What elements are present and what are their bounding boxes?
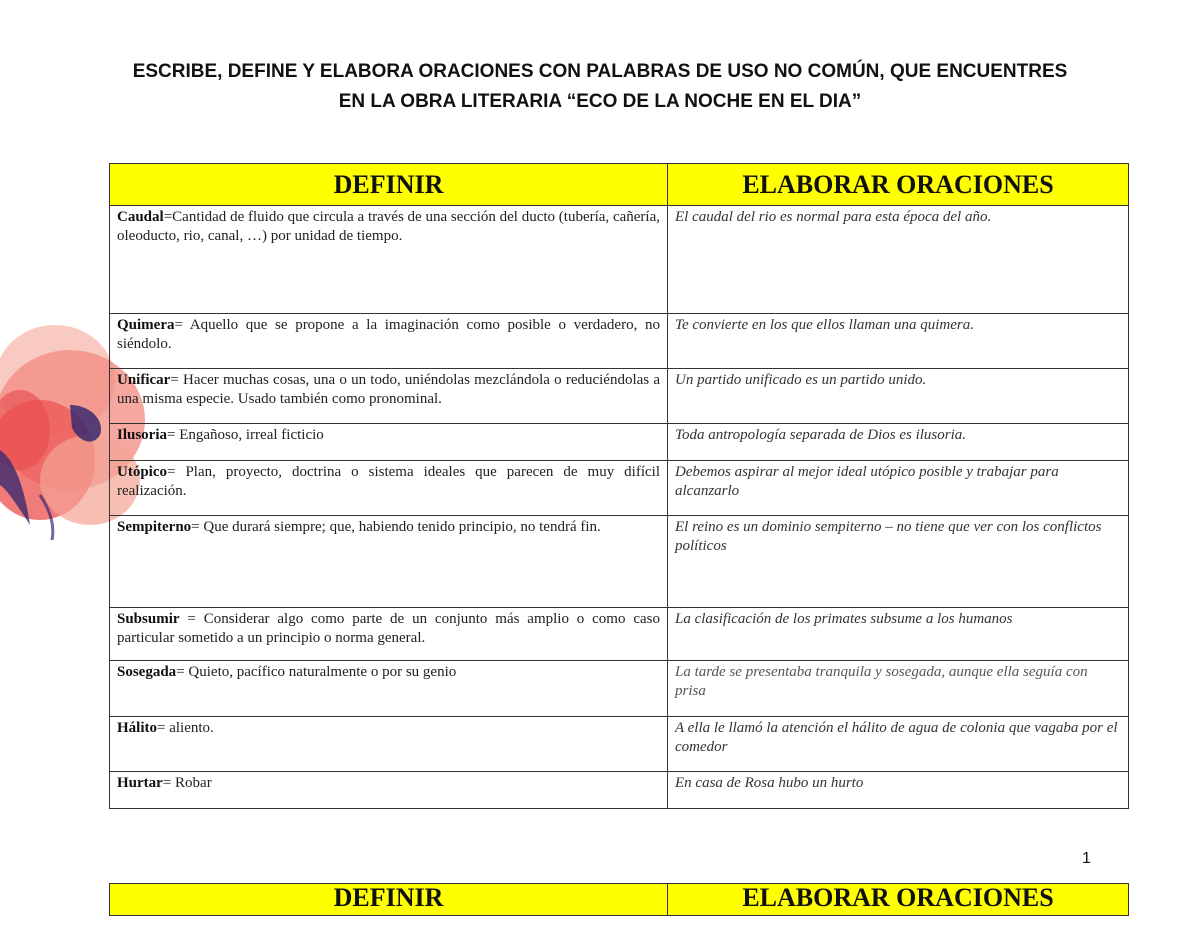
title-line-2: EN LA OBRA LITERARIA “ECO DE LA NOCHE EN EL DIA” bbox=[338, 91, 862, 112]
term: Caudal bbox=[117, 209, 164, 225]
term-separator: = bbox=[174, 317, 190, 333]
definition-cell bbox=[110, 206, 668, 314]
term: Quimera bbox=[117, 317, 175, 333]
sentence-cell: Debemos aspirar al mejor ideal utópico posible y trabajar para alcanzarlo bbox=[668, 461, 1129, 516]
sentence-cell: En casa de Rosa hubo un hurto bbox=[668, 772, 1129, 809]
definition-text: Cantidad de fluido que circula a través de una sección del ducto (tubería, cañería, oleoducto, rio, canal, …) por unidad de tiempo. bbox=[117, 209, 660, 244]
table-row bbox=[110, 369, 1129, 424]
term: Unificar bbox=[117, 372, 171, 388]
definition-cell bbox=[110, 661, 668, 717]
vocabulary-table-page-2 bbox=[109, 883, 1129, 916]
sentence-cell: El caudal del rio es normal para esta época del año. bbox=[668, 206, 1129, 314]
sentence-cell: Toda antropología separada de Dios es ilusoria. bbox=[668, 424, 1129, 461]
term-separator: = bbox=[167, 427, 180, 443]
definition-text: aliento. bbox=[169, 720, 214, 736]
table-row bbox=[110, 314, 1129, 369]
definition-cell bbox=[110, 516, 668, 608]
definition-text: Que durará siempre; que, habiendo tenido principio, no tendrá fin. bbox=[203, 519, 601, 535]
definition-text: Plan, proyecto, doctrina o sistema ideales que parecen de muy difícil realización. bbox=[117, 464, 660, 499]
sentence-cell: El reino es un dominio sempiterno – no tiene que ver con los conflictos políticos bbox=[668, 516, 1129, 608]
sentence-cell: La clasificación de los primates subsume a los humanos bbox=[668, 608, 1129, 661]
term-separator: = bbox=[176, 664, 189, 680]
definition-cell bbox=[110, 717, 668, 772]
table-row bbox=[110, 717, 1129, 772]
definition-text: Robar bbox=[175, 775, 212, 791]
table-row bbox=[110, 424, 1129, 461]
definition-cell bbox=[110, 461, 668, 516]
document-title bbox=[0, 57, 1200, 117]
header-define: DEFINIR bbox=[110, 164, 668, 206]
table-row bbox=[110, 206, 1129, 314]
term: Sempiterno bbox=[117, 519, 192, 535]
term: Ilusoria bbox=[117, 427, 168, 443]
header-sentences: ELABORAR ORACIONES bbox=[668, 884, 1129, 916]
header-sentences: ELABORAR ORACIONES bbox=[668, 164, 1129, 206]
term: Utópico bbox=[117, 464, 167, 480]
term-separator: = bbox=[167, 464, 186, 480]
sentence-cell: La tarde se presentaba tranquila y sosegada, aunque ella seguía con prisa bbox=[668, 661, 1129, 717]
definition-text: Hacer muchas cosas, una o un todo, uniéndolas mezclándola o reduciéndolas a una misma especie. Usado también como pronominal. bbox=[117, 372, 660, 407]
definition-text: Engañoso, irreal ficticio bbox=[179, 427, 324, 443]
definition-cell bbox=[110, 424, 668, 461]
term-separator: = bbox=[163, 209, 173, 225]
table-header-row bbox=[110, 164, 1129, 206]
term-separator: = bbox=[191, 519, 204, 535]
term-separator: = bbox=[170, 372, 183, 388]
term-separator: = bbox=[162, 775, 176, 791]
sentence-cell: A ella le llamó la atención el hálito de agua de colonia que vagaba por el comedor bbox=[668, 717, 1129, 772]
vocabulary-table bbox=[109, 163, 1129, 809]
term: Subsumir bbox=[117, 611, 180, 627]
definition-cell bbox=[110, 772, 668, 809]
table-row bbox=[110, 661, 1129, 717]
term-separator: = bbox=[179, 611, 204, 627]
definition-text: Aquello que se propone a la imaginación como posible o verdadero, no siéndolo. bbox=[117, 317, 660, 352]
table-row bbox=[110, 608, 1129, 661]
definition-cell bbox=[110, 314, 668, 369]
table-row bbox=[110, 772, 1129, 809]
title-line-1: ESCRIBE, DEFINE Y ELABORA ORACIONES CON PALABRAS DE USO NO COMÚN, QUE ENCUENTRES bbox=[132, 61, 1068, 82]
table-row bbox=[110, 516, 1129, 608]
definition-cell bbox=[110, 608, 668, 661]
sentence-cell: Te convierte en los que ellos llaman una quimera. bbox=[668, 314, 1129, 369]
page-number: 1 bbox=[1082, 850, 1091, 867]
header-define: DEFINIR bbox=[110, 884, 668, 916]
definition-cell bbox=[110, 369, 668, 424]
term: Hurtar bbox=[117, 775, 163, 791]
sentence-cell: Un partido unificado es un partido unido. bbox=[668, 369, 1129, 424]
table-header-row bbox=[110, 884, 1129, 916]
term: Hálito bbox=[117, 720, 157, 736]
definition-text: Considerar algo como parte de un conjunto más amplio o como caso particular sometido a un principio o norma general. bbox=[117, 611, 660, 646]
table-row bbox=[110, 461, 1129, 516]
term-separator: = bbox=[157, 720, 170, 736]
definition-text: Quieto, pacífico naturalmente o por su genio bbox=[188, 664, 457, 680]
term: Sosegada bbox=[117, 664, 177, 680]
